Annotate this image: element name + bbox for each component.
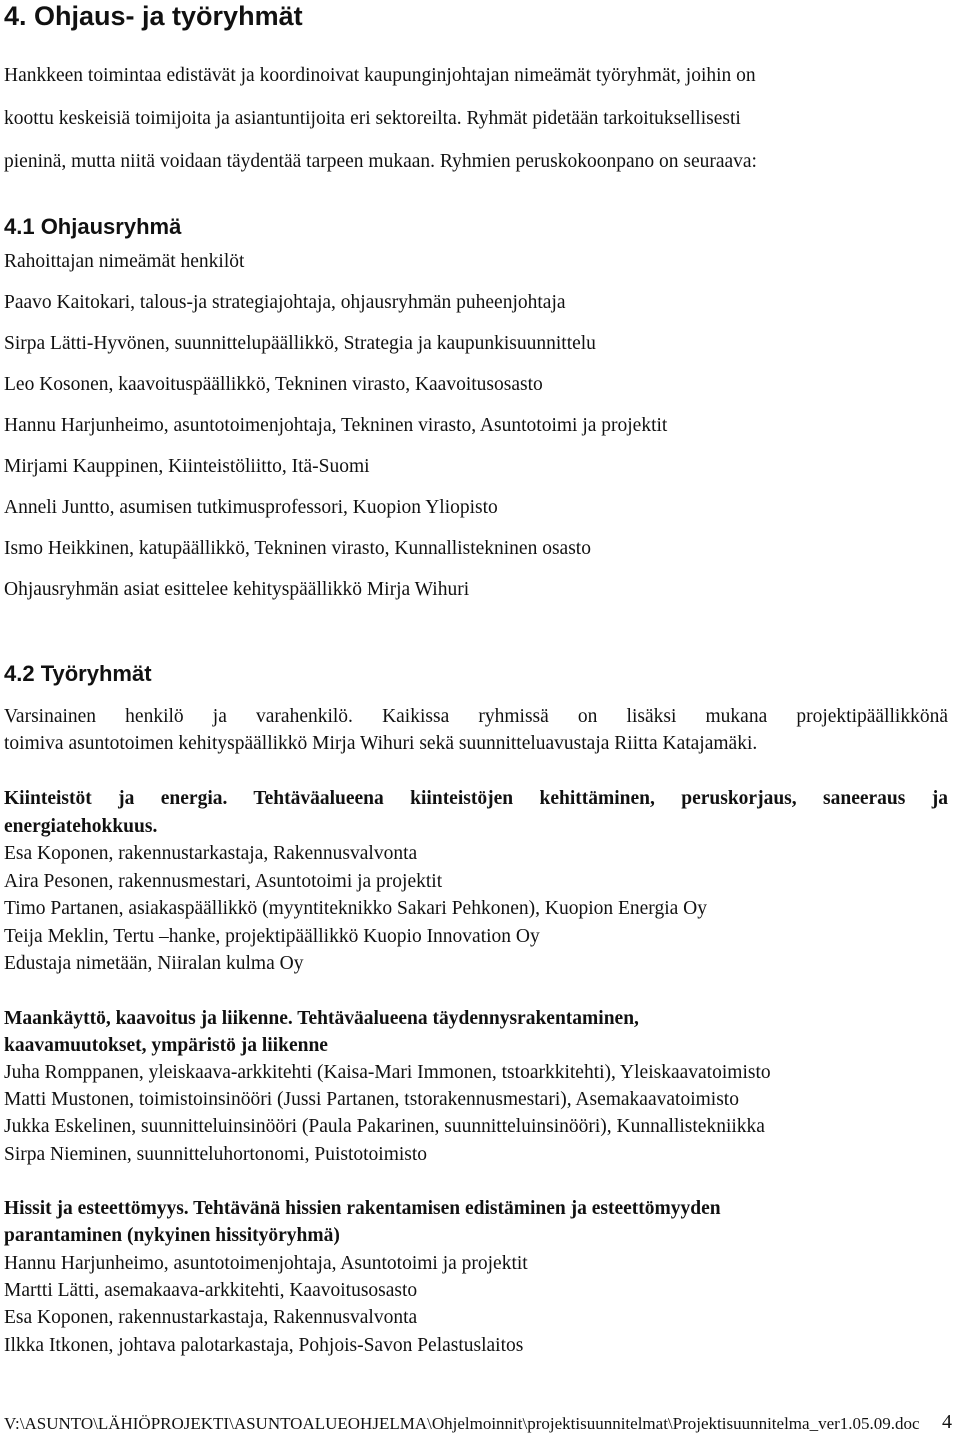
member-line: Hannu Harjunheimo, asuntotoimenjohtaja, Tekninen virasto, Asuntotoimi ja projektit: [4, 415, 668, 436]
group-heading-hissit: Hissit ja esteettömyys. Tehtävänä hissien rakentamisen edistäminen ja esteettömyyden: [4, 1198, 721, 1219]
ohjausryhma-subtitle: Rahoittajan nimeämät henkilöt: [4, 251, 245, 272]
member-line: Timo Partanen, asiakaspäällikkö (myyntiteknikko Sakari Pehkonen), Kuopion Energia Oy: [4, 898, 707, 919]
tyoryhmat-heading: 4.2 Työryhmät: [4, 661, 152, 686]
tyoryhmat-intro-line: Varsinainen henkilö ja varahenkilö. Kaikissa ryhmissä on lisäksi mukana projektipäällikkönä: [4, 706, 948, 727]
member-line: Esa Koponen, rakennustarkastaja, Rakennusvalvonta: [4, 843, 418, 864]
member-line: Sirpa Lätti-Hyvönen, suunnittelupäällikkö, Strategia ja kaupunkisuunnittelu: [4, 333, 596, 354]
member-line: Juha Romppanen, yleiskaava-arkkitehti (Kaisa-Mari Immonen, tstoarkkitehti), Yleiskaavatoimisto: [4, 1062, 771, 1083]
member-line: Teija Meklin, Tertu –hanke, projektipäällikkö Kuopio Innovation Oy: [4, 926, 540, 947]
group-heading-maankaytto: Maankäyttö, kaavoitus ja liikenne. Tehtäväalueena täydennysrakentaminen,: [4, 1008, 639, 1029]
footer-file-path: V:\ASUNTO\LÄHIÖPROJEKTI\ASUNTOALUEOHJELMA\Ohjelmoinnit\projektisuunnitelmat\Projektisuunnitelma_ver1.05.09.doc: [4, 1414, 920, 1433]
ohjausryhma-presenter: Ohjausryhmän asiat esittelee kehityspäällikkö Mirja Wihuri: [4, 579, 470, 600]
member-line: Matti Mustonen, toimistoinsinööri (Jussi Partanen, tstorakennusmestari), Asemakaavatoimisto: [4, 1089, 739, 1110]
member-line: Aira Pesonen, rakennusmestari, Asuntotoimi ja projektit: [4, 871, 443, 892]
member-line: Jukka Eskelinen, suunnitteluinsinööri (Paula Pakarinen, suunnitteluinsinööri), Kunnallistekniikka: [4, 1116, 765, 1137]
member-line: Mirjami Kauppinen, Kiinteistöliitto, Itä-Suomi: [4, 456, 370, 477]
page-number: 4: [942, 1411, 952, 1433]
member-line: Ilkka Itkonen, johtava palotarkastaja, Pohjois-Savon Pelastuslaitos: [4, 1335, 524, 1356]
member-line: Leo Kosonen, kaavoituspäällikkö, Tekninen virasto, Kaavoitusosasto: [4, 374, 543, 395]
intro-line: koottu keskeisiä toimijoita ja asiantuntijoita eri sektoreilta. Ryhmät pidetään tarkoituksellisesti: [4, 108, 741, 129]
group-heading-maankaytto-cont: kaavamuutokset, ympäristö ja liikenne: [4, 1035, 328, 1056]
member-line: Ismo Heikkinen, katupäällikkö, Tekninen virasto, Kunnallistekninen osasto: [4, 538, 591, 559]
ohjausryhma-heading: 4.1 Ohjausryhmä: [4, 214, 182, 239]
member-line: Anneli Juntto, asumisen tutkimusprofessori, Kuopion Yliopisto: [4, 497, 498, 518]
group-heading-hissit-cont: parantaminen (nykyinen hissityöryhmä): [4, 1225, 340, 1246]
member-line: Martti Lätti, asemakaava-arkkitehti, Kaavoitusosasto: [4, 1280, 418, 1301]
section-title: 4. Ohjaus- ja työryhmät: [4, 1, 303, 31]
intro-line: Hankkeen toimintaa edistävät ja koordinoivat kaupunginjohtajan nimeämät työryhmät, joihin on: [4, 65, 756, 86]
tyoryhmat-intro-line: toimiva asuntotoimen kehityspäällikkö Mirja Wihuri sekä suunnitteluavustaja Riitta Katajamäki.: [4, 733, 758, 754]
member-line: Esa Koponen, rakennustarkastaja, Rakennusvalvonta: [4, 1307, 418, 1328]
member-line: Paavo Kaitokari, talous-ja strategiajohtaja, ohjausryhmän puheenjohtaja: [4, 292, 566, 313]
member-line: Edustaja nimetään, Niiralan kulma Oy: [4, 953, 304, 974]
member-line: Hannu Harjunheimo, asuntotoimenjohtaja, Asuntotoimi ja projektit: [4, 1253, 528, 1274]
group-heading-kiinteistot-cont: energiatehokkuus.: [4, 816, 158, 837]
group-heading-kiinteistot: Kiinteistöt ja energia. Tehtäväalueena kiinteistöjen kehittäminen, peruskorjaus, saneeraus ja: [4, 788, 948, 809]
member-line: Sirpa Nieminen, suunnitteluhortonomi, Puistotoimisto: [4, 1144, 428, 1165]
intro-line: pieninä, mutta niitä voidaan täydentää tarpeen mukaan. Ryhmien peruskokoonpano on seuraava:: [4, 151, 757, 172]
